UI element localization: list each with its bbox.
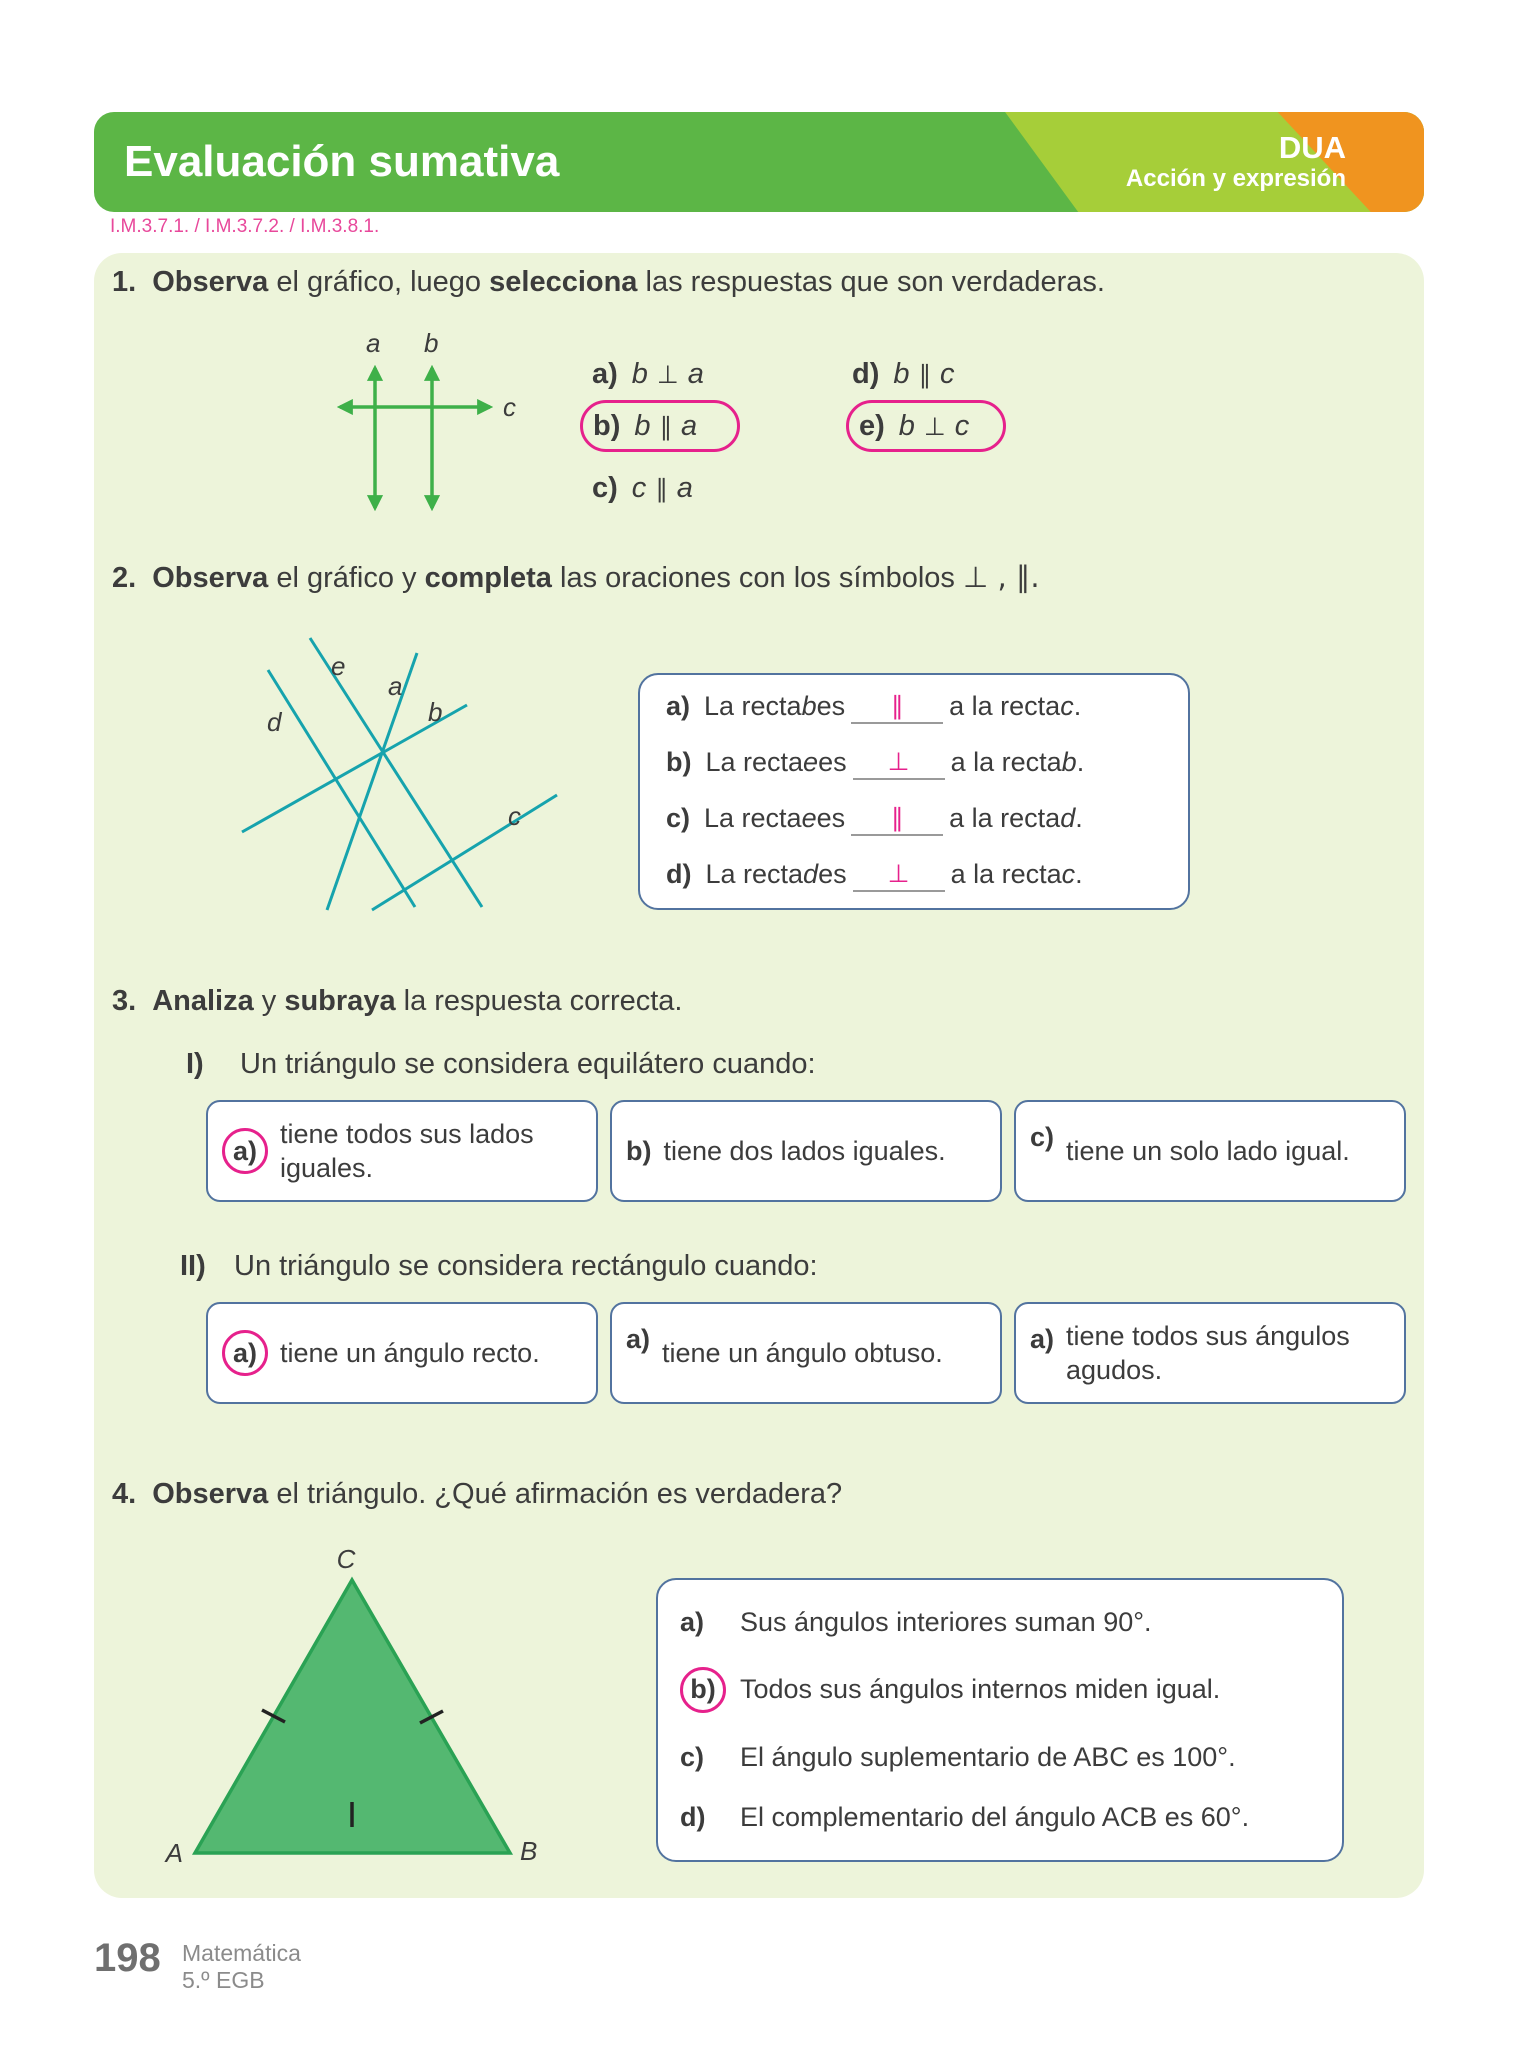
footer-book-title: Matemática <box>182 1940 301 1966</box>
q2-sentence-c: c) La recta e es ∥ a la recta d . <box>666 803 1162 836</box>
q4-option-b: b) Todos sus ángulos internos miden igual. <box>680 1667 1320 1713</box>
dua-badge <box>1126 112 1346 212</box>
triangle-label-B: B <box>520 1836 538 1866</box>
q3-p1-option-c: c) tiene un solo lado igual. <box>1014 1100 1406 1202</box>
question-2-heading: 2. Observa el gráfico y completa las oraciones con los símbolos ⊥ , ∥. <box>112 560 1040 594</box>
q2-blank-c: ∥ <box>851 803 943 836</box>
page-number: 198 <box>94 1936 161 1980</box>
question-3-heading: 3. Analiza y subraya la respuesta correcta. <box>112 985 683 1017</box>
q2-label-d: d <box>267 707 282 737</box>
dua-badge-subtitle: Acción y expresión <box>1125 165 1346 192</box>
answer-circle: b) <box>680 1667 726 1713</box>
q3-part2-heading: II) Un triángulo se considera rectángulo cuando: <box>180 1250 818 1282</box>
q3-part1-heading: I) Un triángulo se considera equilátero cuando: <box>186 1048 816 1080</box>
q2-sentence-d: d) La recta d es ⊥ a la recta c . <box>666 859 1162 892</box>
q3-p2-option-1: a) tiene un ángulo recto. <box>206 1302 598 1404</box>
q2-blank-b: ⊥ <box>853 747 945 780</box>
q1-label-a: a <box>366 328 381 358</box>
q3-p1-option-a: a) tiene todos sus lados iguales. <box>206 1100 598 1202</box>
q1-option-d: d) b ∥ c <box>852 357 955 390</box>
header-banner <box>94 112 1424 212</box>
q2-line-c <box>372 795 557 910</box>
q2-lines-diagram <box>195 615 585 925</box>
q4-option-a: a) Sus ángulos interiores suman 90°. <box>680 1606 1152 1637</box>
q1-label-c: c <box>503 392 516 422</box>
dua-badge-title: DUA <box>1278 130 1346 165</box>
q2-label-c: c <box>508 801 521 831</box>
q4-option-c: c) El ángulo suplementario de ABC es 100°. <box>680 1742 1236 1773</box>
triangle-label-A: A <box>165 1838 183 1868</box>
q2-blank-a: ∥ <box>851 691 943 724</box>
q3-p2-option-3: a) tiene todos sus ángulos agudos. <box>1014 1302 1406 1404</box>
q2-sentence-b: b) La recta e es ⊥ a la recta b . <box>666 747 1162 780</box>
q2-label-b: b <box>428 697 443 727</box>
curriculum-standards: I.M.3.7.1. / I.M.3.7.2. / I.M.3.8.1. <box>110 216 380 237</box>
footer-book-info <box>182 1940 301 1994</box>
triangle-label-C: C <box>336 1544 356 1574</box>
q1-label-b: b <box>424 328 439 358</box>
answer-circle: a) <box>222 1330 268 1376</box>
q1-option-b-answer-circle: b) b ∥ a <box>580 400 740 452</box>
question-1-heading: 1. Observa el gráfico, luego selecciona las respuestas que son verdaderas. <box>112 266 1105 298</box>
q3-p2-option-2: a) tiene un ángulo obtuso. <box>610 1302 1002 1404</box>
q2-label-a: a <box>388 671 403 701</box>
page-title: Evaluación sumativa <box>124 137 560 186</box>
q1-option-e-answer-circle: e) b ⊥ c <box>846 400 1006 452</box>
footer-grade: 5.º EGB <box>182 1967 265 1993</box>
q3-p1-option-b: b) tiene dos lados iguales. <box>610 1100 1002 1202</box>
q1-option-c: c) c ∥ a <box>592 471 693 504</box>
q2-label-e: e <box>331 651 346 681</box>
q4-options-box <box>656 1578 1344 1862</box>
q2-answer-box <box>638 673 1190 910</box>
q2-blank-d: ⊥ <box>853 859 945 892</box>
q2-sentence-a: a) La recta b es ∥ a la recta c . <box>666 691 1162 724</box>
q4-option-d: d) El complementario del ángulo ACB es 60°. <box>680 1802 1250 1833</box>
q4-triangle-diagram <box>135 1540 565 1870</box>
answer-circle: a) <box>222 1128 268 1174</box>
question-4-heading: 4. Observa el triángulo. ¿Qué afirmación es verdadera? <box>112 1478 843 1510</box>
q1-option-a: a) b ⊥ a <box>592 357 704 390</box>
q1-lines-diagram <box>318 328 548 538</box>
